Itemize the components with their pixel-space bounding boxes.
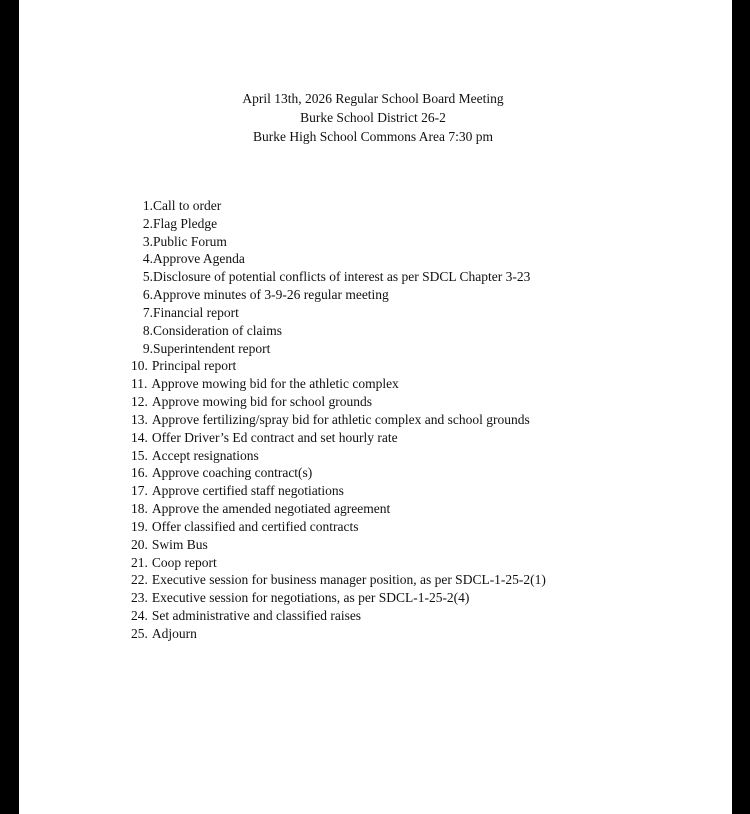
agenda-item-text: Set administrative and classified raises xyxy=(151,608,362,624)
meeting-location-time: Burke High School Commons Area 7:30 pm xyxy=(253,129,493,144)
agenda-item xyxy=(131,447,546,465)
agenda-item xyxy=(131,215,546,233)
agenda-item xyxy=(131,429,546,447)
agenda-item-text: Disclosure of potential conflicts of interest as per SDCL Chapter 3-23 xyxy=(153,269,531,285)
agenda-item xyxy=(131,589,546,607)
agenda-item-text: Swim Bus xyxy=(151,536,208,552)
agenda-item-number: 15. xyxy=(131,447,148,463)
agenda-item-number: 25. xyxy=(131,625,148,641)
agenda-item-number: 6. xyxy=(142,287,153,303)
agenda-item-number: 3. xyxy=(142,233,153,249)
agenda-item-text: Coop report xyxy=(151,554,217,570)
agenda-item-number: 21. xyxy=(131,554,148,570)
agenda-item xyxy=(131,482,546,500)
agenda-item-text: Principal report xyxy=(151,358,237,374)
agenda-item-text: Public Forum xyxy=(153,233,227,249)
agenda-item xyxy=(131,375,546,393)
agenda-item-number: 11. xyxy=(131,376,148,392)
agenda-item xyxy=(131,268,546,286)
district-name: Burke School District 26-2 xyxy=(300,110,446,125)
agenda-item xyxy=(131,357,546,375)
agenda-item-number: 9. xyxy=(142,340,153,356)
agenda-item-text: Offer Driver’s Ed contract and set hourly rate xyxy=(151,429,398,445)
agenda-item xyxy=(131,464,546,482)
meeting-title: April 13th, 2026 Regular School Board Meeting xyxy=(242,91,504,106)
agenda-item-number: 10. xyxy=(131,358,148,374)
agenda-item xyxy=(131,554,546,572)
agenda-item-number: 4. xyxy=(142,251,153,267)
agenda-item-text: Flag Pledge xyxy=(153,215,218,231)
agenda-item-number: 5. xyxy=(142,269,153,285)
agenda-item xyxy=(131,286,546,304)
agenda-item-number: 24. xyxy=(131,608,148,624)
agenda-item-number: 12. xyxy=(131,394,148,410)
agenda-item xyxy=(131,340,546,358)
agenda-item xyxy=(131,518,546,536)
agenda-item xyxy=(131,571,546,589)
meeting-header xyxy=(19,89,727,146)
agenda-item-number: 14. xyxy=(131,429,148,445)
agenda-item xyxy=(131,500,546,518)
agenda-item-number: 1. xyxy=(142,198,153,213)
agenda-item-number: 17. xyxy=(131,483,148,499)
agenda-item-text: Accept resignations xyxy=(151,447,259,463)
agenda-item-text: Approve fertilizing/spray bid for athletic complex and school grounds xyxy=(151,411,530,427)
agenda-item-text: Approve minutes of 3-9-26 regular meeting xyxy=(153,287,389,303)
agenda-item-number: 23. xyxy=(131,590,148,606)
agenda-item-number: 22. xyxy=(131,572,148,588)
agenda-item xyxy=(131,250,546,268)
agenda-item xyxy=(131,322,546,340)
agenda-item xyxy=(131,233,546,251)
agenda-item-text: Approve mowing bid for school grounds xyxy=(151,394,372,410)
agenda-item-text: Approve mowing bid for the athletic complex xyxy=(151,376,399,392)
document-page xyxy=(19,0,732,814)
agenda-item xyxy=(131,625,546,643)
agenda-item-number: 20. xyxy=(131,536,148,552)
agenda-item-text: Call to order xyxy=(153,198,222,213)
agenda-item-text: Approve coaching contract(s) xyxy=(151,465,313,481)
agenda-item-number: 2. xyxy=(142,215,153,231)
agenda-item-number: 16. xyxy=(131,465,148,481)
agenda-item-text: Adjourn xyxy=(151,625,197,641)
agenda-item xyxy=(131,536,546,554)
agenda-item-text: Approve Agenda xyxy=(153,251,245,267)
agenda-item-text: Offer classified and certified contracts xyxy=(151,518,359,534)
agenda-item xyxy=(131,411,546,429)
agenda-item xyxy=(131,393,546,411)
agenda-item-text: Executive session for business manager position, as per SDCL-1-25-2(1) xyxy=(151,572,546,588)
agenda-item xyxy=(131,304,546,322)
agenda-list xyxy=(131,197,546,643)
agenda-item-number: 18. xyxy=(131,501,148,517)
agenda-item-text: Superintendent report xyxy=(153,340,271,356)
agenda-item-text: Executive session for negotiations, as per SDCL-1-25-2(4) xyxy=(151,590,470,606)
agenda-item-text: Consideration of claims xyxy=(153,322,282,338)
agenda-item-text: Approve certified staff negotiations xyxy=(151,483,344,499)
agenda-item-number: 13. xyxy=(131,411,148,427)
agenda-item-number: 8. xyxy=(142,322,153,338)
agenda-item xyxy=(131,607,546,625)
agenda-item-text: Financial report xyxy=(153,304,239,320)
agenda-item-text: Approve the amended negotiated agreement xyxy=(151,501,391,517)
agenda-item xyxy=(131,197,546,215)
agenda-item-number: 7. xyxy=(142,304,153,320)
agenda-item-number: 19. xyxy=(131,518,148,534)
